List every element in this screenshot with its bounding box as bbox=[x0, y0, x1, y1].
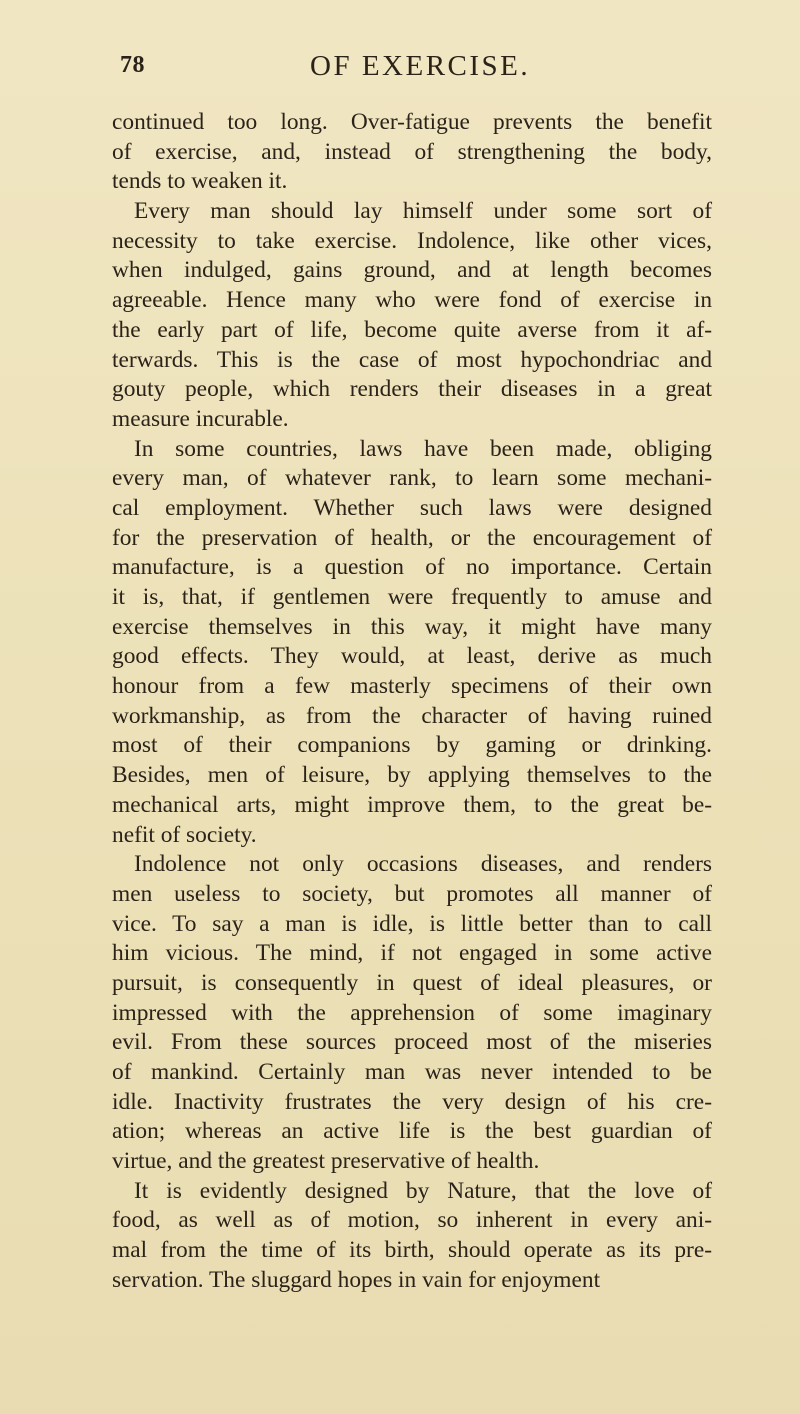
text-line: of mankind. Certainly man was never intended to be bbox=[112, 1059, 713, 1085]
text-line: manufacture, is a question of no importance. Certain bbox=[112, 554, 712, 581]
text-line: pursuit, is consequently in quest of ideal pleasures, or bbox=[112, 969, 712, 996]
text-line: evil. From these sources proceed most of the miseries bbox=[112, 1029, 712, 1056]
text-line: men useless to society, but promotes all manner of bbox=[112, 880, 712, 907]
text-line: Every man should lay himself under some sort of bbox=[134, 198, 713, 225]
text-line: nefit of society. bbox=[112, 821, 257, 848]
text-line: ation; whereas an active life is the best guardian of bbox=[112, 1118, 712, 1145]
text-line: mal from the time of its birth, should operate as its pre- bbox=[112, 1237, 713, 1264]
text-line: for the preservation of health, or the encouragement of bbox=[112, 524, 713, 551]
text-line: It is evidently designed by Nature, that the love of bbox=[134, 1177, 712, 1204]
text-line: most of their companions by gaming or drinking. bbox=[112, 732, 712, 759]
text-line: continued too long. Over-fatigue prevents the benefit bbox=[112, 109, 712, 135]
text-line: cal employment. Whether such laws were designed bbox=[112, 494, 712, 521]
text-line: vice. To say a man is idle, is little better than to call bbox=[112, 910, 713, 937]
text-line: workmanship, as from the character of having ruined bbox=[112, 702, 712, 729]
text-line: necessity to take exercise. Indolence, like other vices, bbox=[112, 227, 712, 254]
text-line: when indulged, gains ground, and at length becomes bbox=[112, 257, 712, 284]
text-line: measure incurable. bbox=[112, 405, 289, 432]
text-line: honour from a few masterly specimens of their own bbox=[112, 673, 713, 700]
text-line: the early part of life, become quite averse from it af- bbox=[112, 316, 713, 343]
text-line: Indolence not only occasions diseases, and renders bbox=[134, 851, 713, 878]
text-line: him vicious. The mind, if not engaged in some active bbox=[112, 940, 712, 967]
text-line: impressed with the apprehension of some imaginary bbox=[112, 999, 712, 1026]
running-head bbox=[120, 46, 800, 86]
text-line: virtue, and the greatest preservative of health. bbox=[112, 1148, 540, 1175]
text-line: gouty people, which renders their diseases in a great bbox=[112, 376, 712, 403]
text-line: it is, that, if gentlemen were frequently to amuse and bbox=[112, 584, 713, 610]
text-line: terwards. This is the case of most hypochondriac and bbox=[112, 346, 713, 373]
text-line: agreeable. Hence many who were fond of exercise in bbox=[112, 287, 713, 314]
text-line: every man, of whatever rank, to learn some mechani- bbox=[112, 465, 712, 492]
text-line: servation. The sluggard hopes in vain for enjoyment bbox=[112, 1266, 601, 1293]
page-number: 78 bbox=[120, 52, 145, 78]
text-line: good effects. They would, at least, derive as much bbox=[112, 643, 712, 670]
text-line: mechanical arts, might improve them, to the great be- bbox=[112, 791, 712, 818]
body-text bbox=[112, 108, 712, 1296]
text-line: tends to weaken it. bbox=[112, 168, 288, 195]
text-line: idle. Inactivity frustrates the very design of his cre- bbox=[112, 1088, 712, 1115]
running-title: OF EXERCISE. bbox=[310, 50, 531, 82]
text-line: of exercise, and, instead of strengthening the body, bbox=[112, 138, 712, 165]
text-line: food, as well as of motion, so inherent in every ani- bbox=[112, 1207, 712, 1234]
text-line: In some countries, laws have been made, obliging bbox=[134, 435, 712, 462]
text-line: Besides, men of leisure, by applying themselves to the bbox=[112, 762, 713, 789]
text-line: exercise themselves in this way, it might have many bbox=[112, 613, 712, 640]
